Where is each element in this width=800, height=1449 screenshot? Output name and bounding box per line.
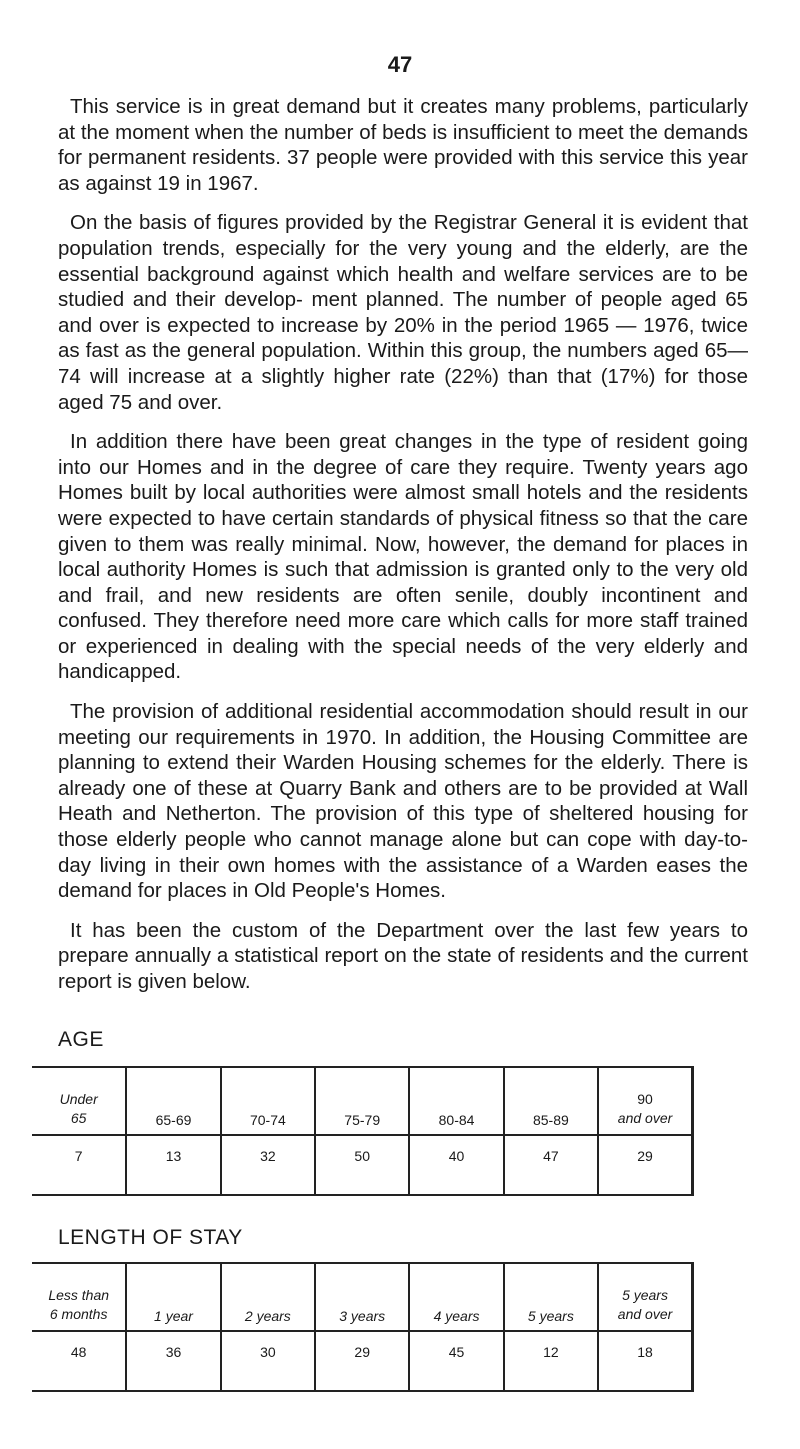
length-of-stay-heading: LENGTH OF STAY — [58, 1226, 243, 1249]
column-header: 70-74 — [221, 1067, 315, 1135]
table-header-row — [32, 1067, 693, 1135]
table-cell: 32 — [221, 1135, 315, 1195]
paragraph: In addition there have been great changes in the type of resident going into our Homes and in the degree of care they require. Twenty years ago Homes built by local authorities were almost small hotels and the residents were expected to have certain standards of physical fitness so that the care given to them was really minimal. Now, however, the demand for places in local authority Homes is such that admission is granted only to the very old and frail, and new residents are often senile, doubly incontinent and confused. They therefore need more care which calls for more staff trained or experienced in dealing with the special needs of the very elderly and handicapped. — [58, 430, 748, 684]
table-cell: 45 — [409, 1331, 503, 1391]
page-number: 47 — [387, 52, 413, 77]
table-cell: 7 — [32, 1135, 126, 1195]
paragraph: On the basis of figures provided by the Registrar General it is evident that population trends, especially for the very young and the elderly, are the essential background against which health and welfare services are to be studied and their develop- ment planned. The number of people aged 65 and over is expected to increase by 20% in the period 1965 — 1976, twice as fast as the general population. Within this group, the numbers aged 65—74 will increase at a slightly higher rate (22%) than that (17%) for those aged 75 and over. — [58, 211, 748, 414]
table-cell: 30 — [221, 1331, 315, 1391]
column-header: Less than 6 months — [32, 1263, 126, 1331]
table-cell: 36 — [126, 1331, 220, 1391]
paragraph: This service is in great demand but it creates many problems, particularly at the moment when the number of beds is insufficient to meet the demands for permanent residents. 37 people were provided with this service this year as against 19 in 1967. — [58, 95, 748, 195]
column-header: 75-79 — [315, 1067, 409, 1135]
column-header: 5 years and over — [598, 1263, 692, 1331]
column-header: 3 years — [315, 1263, 409, 1331]
table-cell: 40 — [409, 1135, 503, 1195]
table-cell: 29 — [598, 1135, 692, 1195]
age-table — [32, 1066, 694, 1196]
length-of-stay-table — [32, 1262, 694, 1392]
age-heading: AGE — [58, 1028, 104, 1051]
column-header: 65-69 — [126, 1067, 220, 1135]
table-cell: 13 — [126, 1135, 220, 1195]
column-header: 80-84 — [409, 1067, 503, 1135]
column-header: 1 year — [126, 1263, 220, 1331]
column-header: Under 65 — [32, 1067, 126, 1135]
column-header: 90 and over — [598, 1067, 692, 1135]
table-row — [32, 1331, 693, 1391]
table-cell: 12 — [504, 1331, 598, 1391]
paragraph: It has been the custom of the Department over the last few years to prepare annually a statistical report on the state of residents and the current report is given below. — [58, 918, 748, 993]
table-cell: 50 — [315, 1135, 409, 1195]
column-header: 5 years — [504, 1263, 598, 1331]
table-row — [32, 1135, 693, 1195]
column-header: 4 years — [409, 1263, 503, 1331]
table-header-row — [32, 1263, 693, 1331]
table-cell: 48 — [32, 1331, 126, 1391]
column-header: 2 years — [221, 1263, 315, 1331]
body-text — [58, 94, 748, 1009]
table-cell: 18 — [598, 1331, 692, 1391]
column-header: 85-89 — [504, 1067, 598, 1135]
table-cell: 29 — [315, 1331, 409, 1391]
table-cell: 47 — [504, 1135, 598, 1195]
paragraph: The provision of additional residential accommodation should result in our meeting our requirements in 1970. In addition, the Housing Committee are planning to extend their Warden Housing schemes for the elderly. There is already one of these at Quarry Bank and others are to be provided at Wall Heath and Netherton. The provision of this type of sheltered housing for those elderly people who cannot manage alone but can cope with day-to-day living in their own homes with the assistance of a Warden eases the demand for places in Old People's Homes. — [58, 700, 748, 903]
